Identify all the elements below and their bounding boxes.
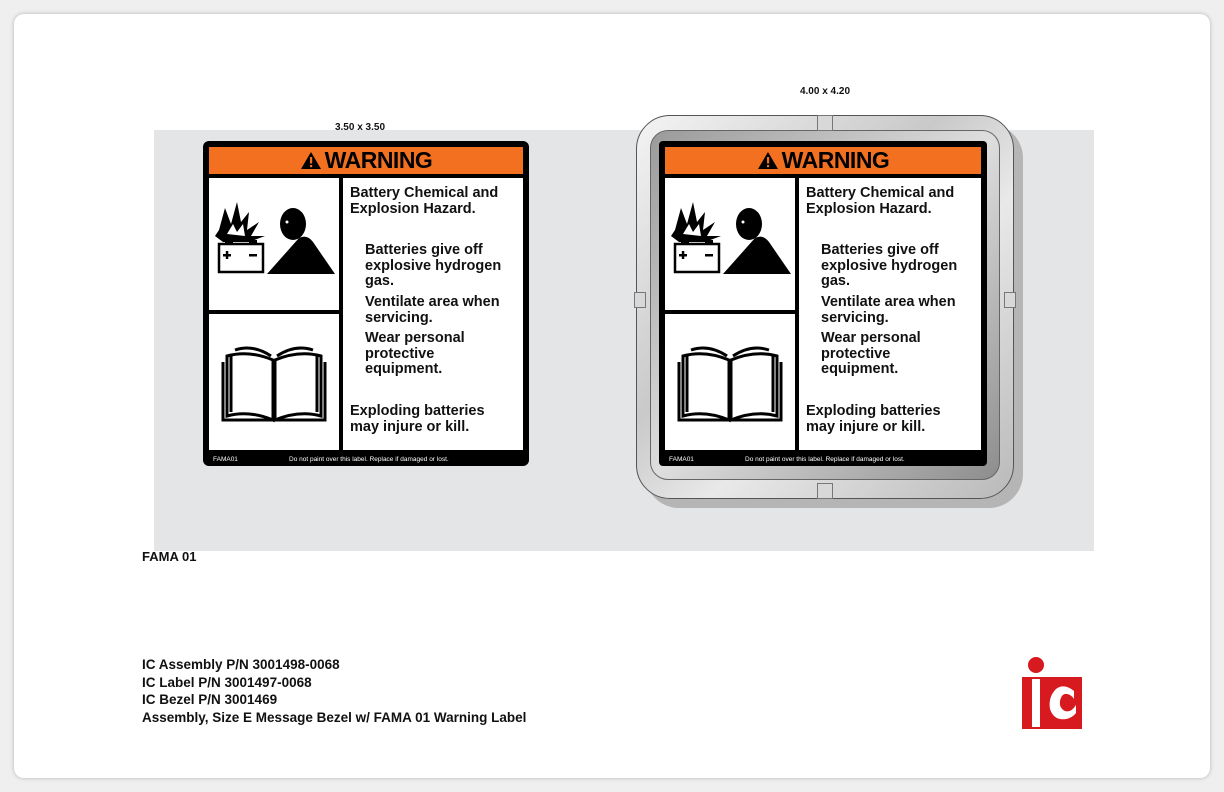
hazard-title: Battery Chemical and bbox=[350, 185, 499, 201]
label-footer-note: Do not paint over this label. Replace if damaged or lost. bbox=[289, 456, 449, 463]
warning-header bbox=[209, 147, 523, 174]
instruction-text: Ventilate area when bbox=[365, 294, 500, 310]
ic-logo bbox=[1018, 655, 1084, 731]
bezel-notch-bottom bbox=[817, 483, 833, 499]
instruction-text: servicing. bbox=[821, 309, 889, 326]
warning-label-standalone bbox=[203, 141, 529, 466]
person-icon bbox=[267, 208, 335, 274]
instruction-text: explosive hydrogen bbox=[365, 257, 502, 274]
manual-pictogram bbox=[209, 314, 339, 450]
dimension-bezel: 4.00 x 4.20 bbox=[799, 86, 851, 97]
label-code: FAMA01 bbox=[213, 456, 238, 463]
bezel-notch-top bbox=[817, 115, 833, 131]
label-caption: FAMA 01 bbox=[142, 549, 197, 564]
warning-message bbox=[799, 178, 981, 450]
alert-triangle-icon bbox=[300, 151, 322, 170]
instruction-text: Wear personal bbox=[365, 330, 465, 346]
instruction-text: equipment. bbox=[365, 361, 443, 377]
consequence-text: may injure or kill. bbox=[350, 418, 470, 435]
instruction-text: Batteries give off bbox=[821, 242, 939, 258]
warning-message bbox=[343, 178, 523, 450]
instruction-text: gas. bbox=[365, 273, 395, 289]
bezel-notch-left bbox=[634, 292, 646, 308]
bezel-part-number: IC Bezel P/N 3001469 bbox=[142, 692, 278, 707]
consequence-text: Exploding batteries bbox=[806, 403, 941, 419]
instruction-text: protective bbox=[365, 345, 435, 362]
instruction-text: Ventilate area when bbox=[821, 294, 956, 310]
hazard-title: Explosion Hazard. bbox=[806, 200, 932, 217]
alert-triangle-icon bbox=[757, 151, 779, 170]
warning-header-text: WARNING bbox=[781, 147, 890, 173]
instruction-text: servicing. bbox=[365, 309, 433, 326]
hazard-title: Battery Chemical and bbox=[806, 185, 955, 201]
label-part-number: IC Label P/N 3001497-0068 bbox=[142, 674, 312, 690]
person-icon bbox=[723, 208, 791, 274]
hazard-pictogram bbox=[665, 178, 795, 310]
dimension-small: 3.50 x 3.50 bbox=[334, 122, 386, 133]
manual-book-icon bbox=[679, 348, 781, 420]
assembly-part-number: IC Assembly P/N 3001498-0068 bbox=[142, 657, 340, 672]
manual-book-icon bbox=[223, 348, 325, 420]
hazard-title: Explosion Hazard. bbox=[350, 200, 476, 217]
label-code: FAMA01 bbox=[669, 456, 694, 463]
instruction-text: explosive hydrogen bbox=[821, 257, 958, 274]
instruction-text: equipment. bbox=[821, 361, 899, 377]
instruction-text: gas. bbox=[821, 273, 851, 289]
battery-explosion-icon bbox=[671, 202, 721, 272]
warning-label-in-bezel bbox=[659, 141, 987, 466]
battery-explosion-icon bbox=[215, 202, 265, 272]
label-footer bbox=[665, 455, 981, 464]
instruction-text: Wear personal bbox=[821, 330, 921, 346]
instruction-text: protective bbox=[821, 345, 891, 362]
assembly-description: Assembly, Size E Message Bezel w/ FAMA 01 Warning Label bbox=[142, 709, 527, 725]
warning-header-text: WARNING bbox=[324, 147, 433, 173]
warning-header bbox=[665, 147, 981, 174]
consequence-text: may injure or kill. bbox=[806, 418, 926, 435]
bezel-notch-right bbox=[1004, 292, 1016, 308]
manual-pictogram bbox=[665, 314, 795, 450]
label-footer-note: Do not paint over this label. Replace if damaged or lost. bbox=[745, 456, 905, 463]
hazard-pictogram bbox=[209, 178, 339, 310]
label-footer bbox=[209, 455, 523, 464]
instruction-text: Batteries give off bbox=[365, 242, 483, 258]
consequence-text: Exploding batteries bbox=[350, 403, 485, 419]
part-info-block bbox=[142, 656, 526, 726]
